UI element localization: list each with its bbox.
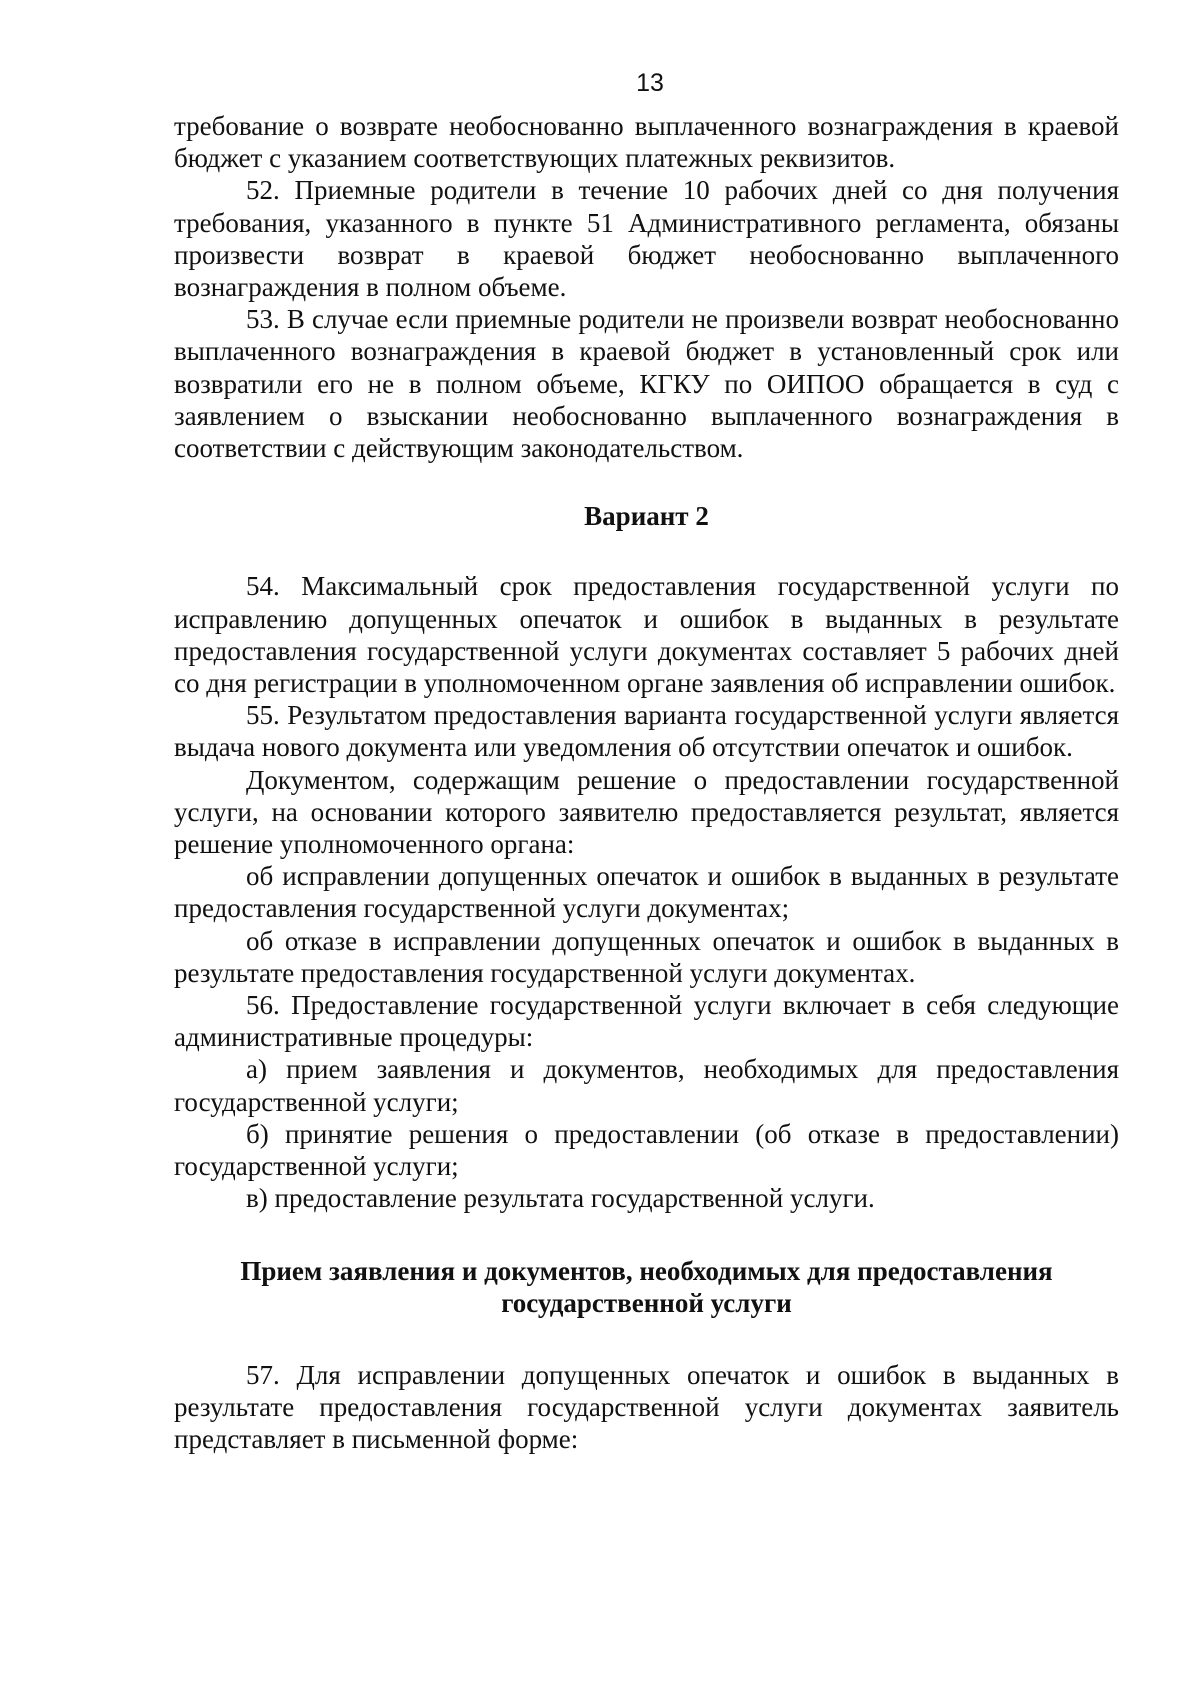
heading-variant-2: Вариант 2: [584, 501, 709, 532]
paragraph-54: 54. Максимальный срок предоставления государственной услуги по исправлению допущенных опечаток и ошибок в выданных в результате предоставления государственной услуги документах составляет 5 рабочих дней со дня регистрации в уполномоченном органе заявления об исправлении ошибок.: [174, 571, 1119, 699]
paragraph-56-b: б) принятие решения о предоставлении (об отказе в предоставлении) государственной услуги;: [174, 1118, 1119, 1182]
paragraph-55-option-refuse: об отказе в исправлении допущенных опечаток и ошибок в выданных в результате предоставления государственной услуги документах.: [174, 925, 1119, 988]
paragraph-56-a: а) прием заявления и документов, необходимых для предоставления государственной услуги;: [174, 1054, 1119, 1117]
paragraph-52: 52. Приемные родители в течение 10 рабочих дней со дня получения требования, указанного в пункте 51 Административного регламента, обязаны произвести возврат в краевой бюджет необоснованно выплаченного вознаграждения в полном объеме.: [174, 175, 1119, 303]
paragraph-57: 57. Для исправлении допущенных опечаток и ошибок в выданных в результате предоставления государственной услуги документах заявитель представляет в письменной форме:: [174, 1359, 1119, 1455]
paragraph-55-option-correct: об исправлении допущенных опечаток и ошибок в выданных в результате предоставления государственной услуги документах;: [174, 861, 1119, 924]
paragraph-55-document: Документом, содержащим решение о предоставлении государственной услуги, на основании которого заявителю предоставляется результат, является решение уполномоченного органа:: [174, 764, 1119, 860]
page-number: 13: [636, 69, 664, 97]
paragraph-53: 53. В случае если приемные родители не произвели возврат необоснованно выплаченного вознаграждения в краевой бюджет в установленный срок или возвратили его не в полном объеме, КГКУ по ОИПОО обращается в суд с заявлением о взыскании необоснованно выплаченного вознаграждения в соответствии с действующим законодательством.: [174, 304, 1119, 464]
paragraph-56-c: в) предоставление результата государственной услуги.: [246, 1183, 875, 1214]
heading-section-reception: Прием заявления и документов, необходимых для предоставления государственной услуги: [240, 1255, 1053, 1318]
document-body: [174, 110, 1119, 1456]
paragraph-56: 56. Предоставление государственной услуги включает в себя следующие административные процедуры:: [174, 990, 1119, 1053]
paragraph-51-tail: требование о возврате необоснованно выплаченного вознаграждения в краевой бюджет с указанием соответствующих платежных реквизитов.: [174, 111, 1119, 174]
paragraph-55: 55. Результатом предоставления варианта государственной услуги является выдача нового документа или уведомления об отсутствии опечаток и ошибок.: [174, 700, 1119, 763]
